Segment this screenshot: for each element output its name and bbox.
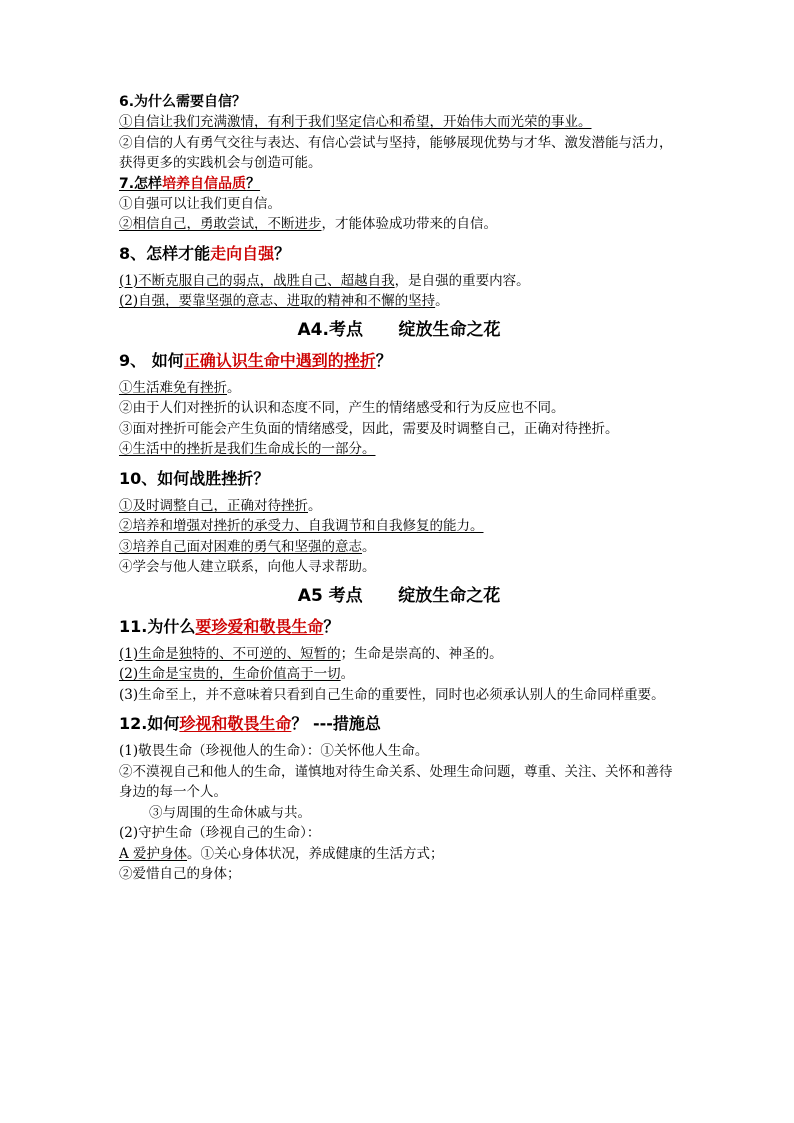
question-10-title: 10、如何战胜挫折？ — [119, 468, 270, 488]
section-heading-a5: A5 考点 绽放生命之花 — [297, 585, 501, 606]
q7-answer-1: ①自强可以让我们更自信。 — [119, 195, 281, 212]
q7-highlight: 培养自信品质 — [162, 175, 247, 192]
question-9-title: 9、 如何正确认识生命中遇到的挫折？ — [119, 350, 392, 370]
question-6-title: 6.为什么需要自信？ — [119, 94, 247, 110]
question-7-title: 7.怎样培养自信品质？ — [119, 175, 261, 192]
q12-answer-3: ③与周围的生命休戚与共。 — [149, 804, 311, 821]
q6-answer-1: ①自信让我们充满激情，有利于我们坚定信心和希望，开始伟大而光荣的事业。 — [119, 114, 592, 130]
q6-answer-2: ②自信的人有勇气交往与表达、有信心尝试与坚持，能够展现优势与才华、激发潜能与活力，获得更多的实践机会与创造可能。 — [119, 134, 673, 171]
section-heading-a4: A4.考点 绽放生命之花 — [297, 319, 501, 340]
question-8-title: 8、怎样才能走向自强？ — [119, 243, 291, 263]
q11-answer-2: (2)生命是宝贵的，生命价值高于一切。 — [119, 666, 355, 682]
q12-answer-4: (2)守护生命（珍视自己的生命）： — [119, 825, 321, 841]
q9-answer-3: ③面对挫折可能会产生负面的情绪感受，因此，需要及时调整自己，正确对待挫折。 — [119, 420, 619, 437]
q11-answer-1: (1)生命是独特的、不可逆的、短暂的；生命是崇高的、神圣的。 — [119, 645, 503, 662]
q9-answer-2: ②由于人们对挫折的认识和态度不同，产生的情绪感受和行为反应也不同。 — [119, 400, 565, 416]
q7-answer-2: ②相信自己，勇敢尝试，不断进步，才能体验成功带来的自信。 — [119, 216, 497, 232]
q8-answer-1: (1)不断克服自己的弱点，战胜自己、超越自我，是自强的重要内容。 — [119, 272, 530, 289]
q9-highlight: 正确认识生命中遇到的挫折 — [183, 350, 376, 370]
q12-answer-5: A 爱护身体。①关心身体状况，养成健康的生活方式； — [119, 845, 444, 862]
document-page — [119, 92, 679, 885]
q10-answer-2: ②培养和增强对挫折的承受力、自我调节和自我修复的能力。 — [119, 518, 484, 534]
q12-answer-6: ②爱惜自己的身体； — [119, 866, 241, 882]
q11-answer-3: (3)生命至上，并不意味着只看到自己生命的重要性，同时也必须承认别人的生命同样重要。 — [119, 686, 665, 703]
q9-answer-1: ①生活难免有挫折。 — [119, 379, 241, 396]
q12-highlight: 珍视和敬畏生命 — [179, 714, 292, 733]
q12-answer-1: (1)敬畏生命（珍视他人的生命）：①关怀他人生命。 — [119, 743, 429, 759]
question-12-title: 12.如何珍视和敬畏生命？ ---措施总 — [119, 714, 381, 733]
q12-answer-2: ②不漠视自己和他人的生命，谨慎地对待生命关系、处理生命问题，尊重、关注、关怀和善待身边的每一个人。 — [119, 763, 673, 800]
q11-highlight: 要珍爱和敬畏生命 — [195, 616, 324, 636]
q10-answer-3: ③培养自己面对困难的勇气和坚强的意志。 — [119, 538, 376, 555]
q10-answer-1: ①及时调整自己，正确对待挫折。 — [119, 497, 322, 514]
question-11-title: 11.为什么要珍爱和敬畏生命？ — [119, 616, 340, 636]
q8-highlight: 走向自强 — [210, 243, 275, 263]
q9-answer-4: ④生活中的挫折是我们生命成长的一部分。 — [119, 441, 376, 457]
q10-answer-4: ④学会与他人建立联系，向他人寻求帮助。 — [119, 559, 376, 575]
q8-answer-2: (2)自强，要靠坚强的意志、进取的精神和不懈的坚持。 — [119, 293, 449, 309]
